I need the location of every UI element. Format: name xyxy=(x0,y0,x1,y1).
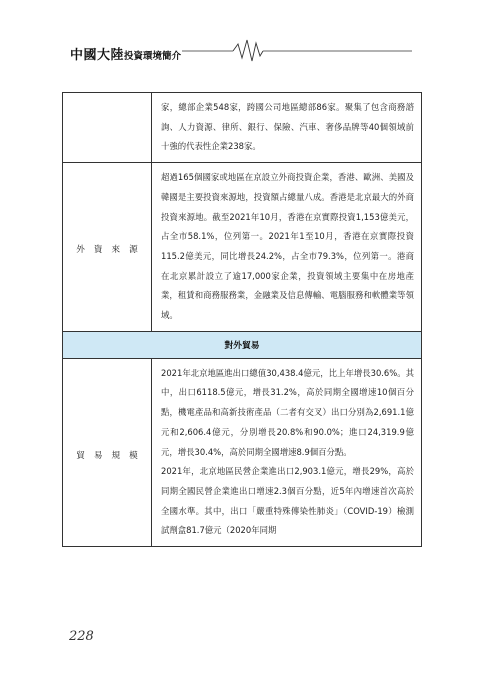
page-number: 228 xyxy=(69,629,94,644)
row-label-cell xyxy=(63,163,152,332)
header-title-large: 中國大陸 xyxy=(70,48,125,63)
section-header-row xyxy=(63,331,422,358)
row-label: 貿易規模 xyxy=(76,450,147,461)
row-paragraph: 2021年，北京地區民營企業進出口2,903.1億元，增長29%，高於同期全國民營企業進出口增速2.3個百分點，近5年內增速首次高於全國水準。其中，出口「嚴重特殊傳染性肺炎」（COVID-19）檢測試劑盒81.7億元（2020年同期 xyxy=(161,466,414,536)
header-title xyxy=(70,44,181,63)
row-content-cell xyxy=(152,163,422,332)
table-row xyxy=(63,358,422,546)
row-paragraph: 超過165個國家或地區在京設立外商投資企業，香港、歐洲、美國及韓國是主要投資來源地，投資額占總量八成。香港是北京最大的外商投資來源地。截至2021年10月，香港在京實際投資1,153億美元，占全市58.1%，位列第一。2021年1至10月，香港在京實際投資115.2億美元，同比增長24.2%，占全市79.3%，位列第一。港商在北京累計設立了逾17,000家企業，投資領域主要集中在房地產業，租賃和商務服務業，金融業及信息傳輸、電腦服務和軟體業等領域。 xyxy=(161,172,414,321)
table-row xyxy=(63,93,422,163)
row-label xyxy=(103,126,112,136)
row-label: 外資來源 xyxy=(76,245,147,256)
page-header xyxy=(0,0,480,70)
header-title-small: 投資環境簡介 xyxy=(124,51,182,62)
row-content-cell xyxy=(152,93,422,163)
row-label-cell xyxy=(63,93,152,163)
section-header: 對外貿易 xyxy=(63,331,422,358)
table-row xyxy=(63,163,422,332)
row-paragraph: 家，總部企業548家，跨國公司地區總部86家。聚集了包含商務諮詢、人力資源、律所、銀行、保險、汽車、奢侈品牌等40個領域前十強的代表性企業238家。 xyxy=(161,102,414,152)
row-label-cell xyxy=(63,358,152,546)
row-content-cell xyxy=(152,358,422,546)
row-paragraph: 2021年北京地區進出口總值30,438.4億元，比上年增長30.6%。其中，出口6118.5億元，增長31.2%，高於同期全國增速10個百分點，機電產品和高新技術產品（二者有交叉）出口分別為2,691.1億元和2,606.4億元，分別增長20.8%和90.0%；進口24,319.9億元，增長30.4%，高於同期全國增速8.9個百分點。 xyxy=(161,367,414,457)
info-table xyxy=(62,92,422,547)
